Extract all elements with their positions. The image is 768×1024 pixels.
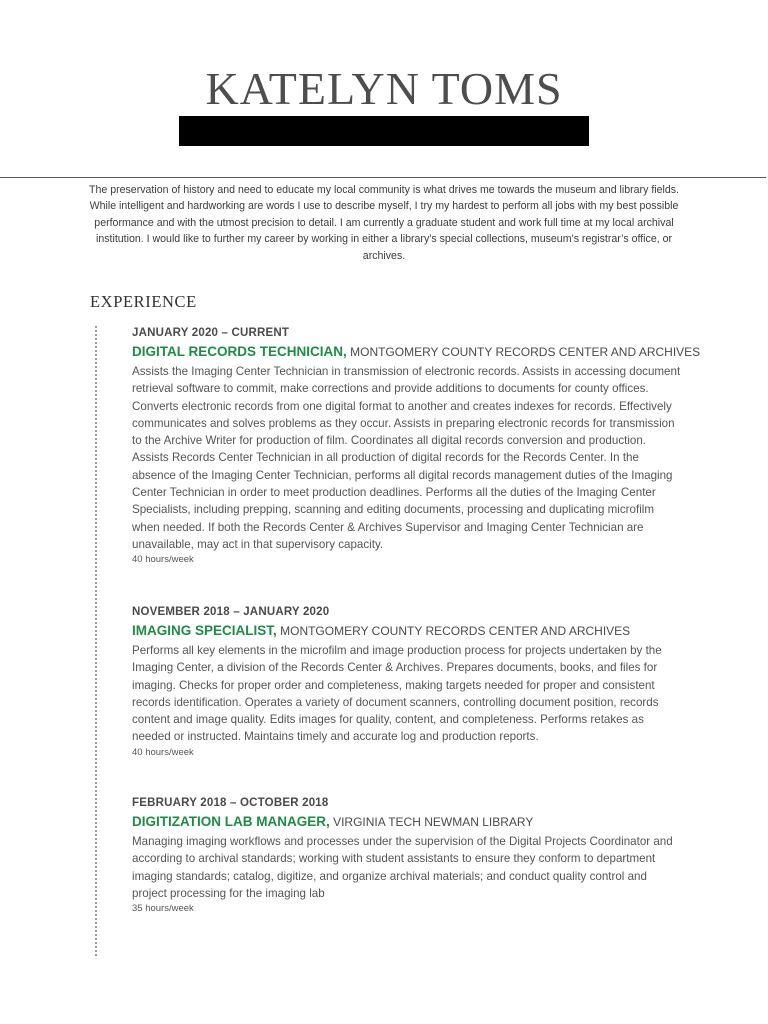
job-hours: 40 hours/week — [132, 554, 194, 566]
job-title-line — [132, 342, 701, 362]
job-description: Managing imaging workflows and processes under the supervision of the Digital Projects Coordinator and according to archival standards; working with student assistants to ensure they conform to department imaging standards; catalog, digitize, and organize archival materials; and conduct quality control and project processing for the imaging lab — [132, 835, 673, 900]
job-description: Assists the Imaging Center Technician in transmission of electronic records. Assists in accessing document retrieval software to commit, make corrections and provide additions to documents for county offices. Converts electronic records from one digital format to another and creates indexes for records. Effectively communicates and solves problems as they occur. Assists in preparing electronic records for transmission to the Archive Writer for production of film. Coordinates all digital records conversion and production. Assists Records Center Technician in all production of digital records for the Records Center. In the absence of the Imaging Center Technician, performs all digital records management duties of the Imaging Center Technician in order to meet production deadlines. Performs all the duties of the Imaging Center Specialists, including prepping, scanning and editing documents, processing and duplicating microfilm when needed. If both the Records Center & Archives Supervisor and Imaging Center Technician are unavailable, may act in that supervisory capacity. — [132, 365, 681, 551]
job-entry-3 — [132, 795, 684, 916]
job-dates: NOVEMBER 2018 – JANUARY 2020 — [132, 606, 330, 618]
job-employer: VIRGINIA TECH NEWMAN LIBRARY — [333, 815, 534, 829]
objective-statement: The preservation of history and need to educate my local community is what drives me towards the museum and library fields. While intelligent and hardworking are words I use to describe myself, I try my hardest to perform all jobs with my best possible performance and with the utmost precision to detail. I am currently a graduate student and work full time at my local archival institution. I would like to further my career by working in either a library’s special collections, museum’s registrar’s office, or archives. — [89, 184, 679, 262]
job-dates: JANUARY 2020 – CURRENT — [132, 327, 290, 339]
job-description: Performs all key elements in the microfilm and image production process for projects undertaken by the Imaging Center, a division of the Records Center & Archives. Prepares documents, books, and files for imaging. Checks for proper order and completeness, making targets needed for proper and consistent records identification. Operates a variety of document scanners, controlling document position, records content and image quality. Edits images for quality, content, and completeness. Performs retakes as needed or instructed. Maintains timely and accurate log and production reports. — [132, 644, 662, 744]
job-title: DIGITIZATION LAB MANAGER, — [132, 814, 330, 829]
job-title: IMAGING SPECIALIST, — [132, 623, 277, 638]
experience-heading: EXPERIENCE — [90, 292, 197, 311]
job-employer: MONTGOMERY COUNTY RECORDS CENTER AND ARCHIVES — [280, 624, 631, 638]
job-dates: FEBRUARY 2018 – OCTOBER 2018 — [132, 797, 329, 809]
header-divider — [0, 177, 766, 178]
candidate-name: KATELYN TOMS — [205, 63, 563, 114]
job-title-line — [132, 812, 684, 832]
job-entry-1 — [132, 325, 701, 567]
job-hours: 40 hours/week — [132, 746, 194, 758]
job-title: DIGITAL RECORDS TECHNICIAN, — [132, 344, 347, 359]
redaction-bar — [179, 116, 589, 146]
job-title-line — [132, 621, 684, 641]
job-hours: 35 hours/week — [132, 903, 194, 915]
timeline-divider — [95, 326, 97, 956]
job-entry-2 — [132, 604, 684, 760]
job-employer: MONTGOMERY COUNTY RECORDS CENTER AND ARCHIVES — [350, 345, 701, 359]
